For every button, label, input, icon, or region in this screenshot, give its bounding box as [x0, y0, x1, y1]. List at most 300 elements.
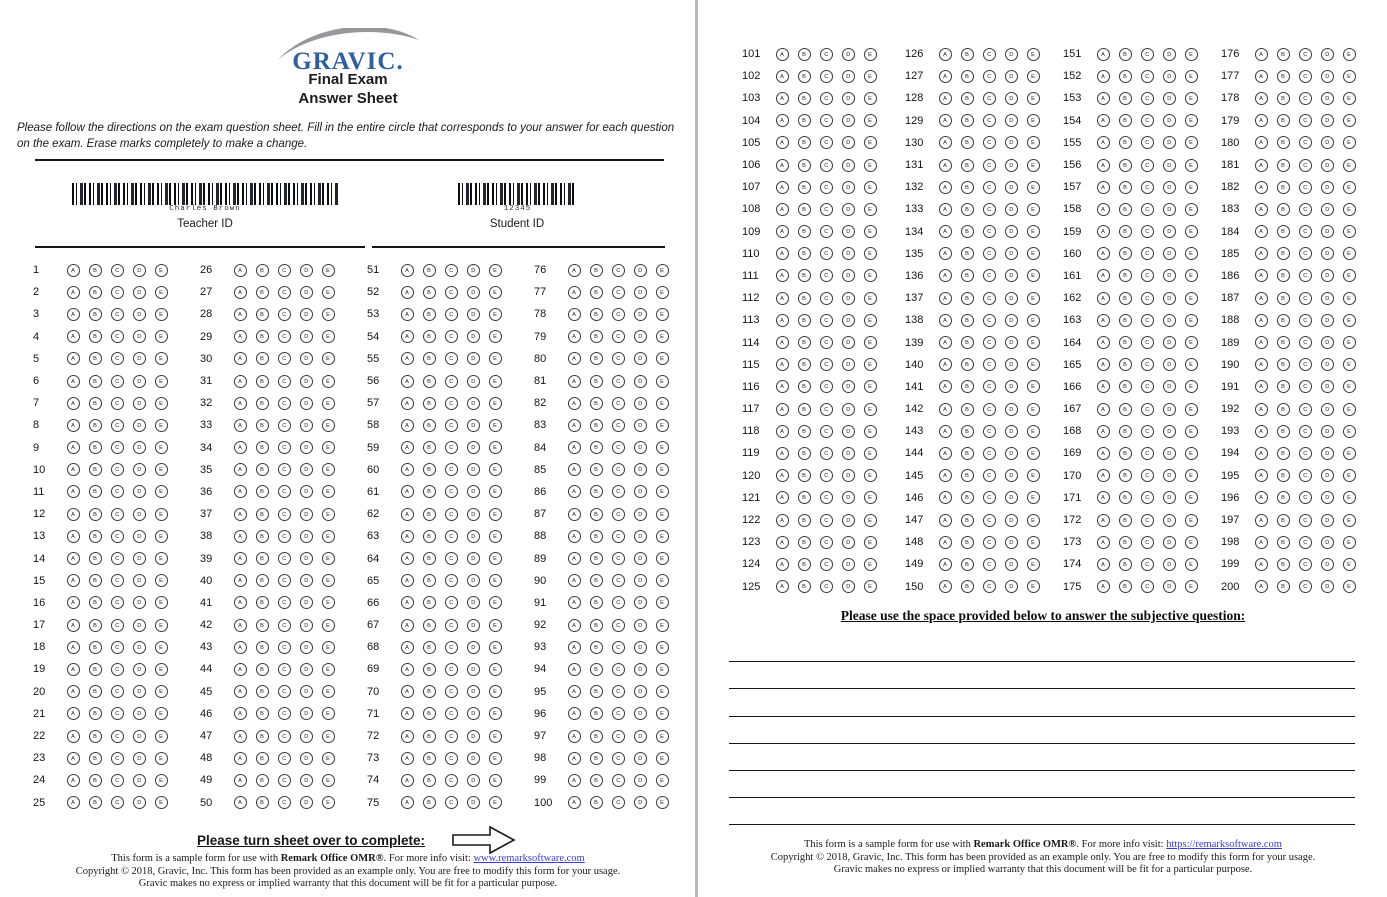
- bubble-q78-c[interactable]: [612, 308, 625, 321]
- bubble-q140-a[interactable]: [939, 358, 952, 371]
- bubble-q80-b[interactable]: [590, 352, 603, 365]
- bubble-q15-c[interactable]: [111, 574, 124, 587]
- bubble-q8-d[interactable]: [133, 419, 146, 432]
- bubble-q31-c[interactable]: [278, 375, 291, 388]
- bubble-q24-d[interactable]: [133, 774, 146, 787]
- bubble-q99-b[interactable]: [590, 774, 603, 787]
- bubble-q118-c[interactable]: [820, 425, 833, 438]
- bubble-q166-a[interactable]: [1097, 380, 1110, 393]
- bubble-q68-e[interactable]: [489, 641, 502, 654]
- bubble-q200-a[interactable]: [1255, 580, 1268, 593]
- bubble-q144-e[interactable]: [1027, 447, 1040, 460]
- bubble-q31-e[interactable]: [322, 375, 335, 388]
- bubble-q109-b[interactable]: [798, 225, 811, 238]
- bubble-q96-c[interactable]: [612, 707, 625, 720]
- bubble-q12-d[interactable]: [133, 508, 146, 521]
- bubble-q51-a[interactable]: [401, 264, 414, 277]
- bubble-q60-c[interactable]: [445, 463, 458, 476]
- bubble-q20-e[interactable]: [155, 685, 168, 698]
- bubble-q180-d[interactable]: [1321, 136, 1334, 149]
- bubble-q48-a[interactable]: [234, 752, 247, 765]
- bubble-q167-a[interactable]: [1097, 403, 1110, 416]
- bubble-q143-d[interactable]: [1005, 425, 1018, 438]
- bubble-q32-b[interactable]: [256, 397, 269, 410]
- bubble-q49-a[interactable]: [234, 774, 247, 787]
- bubble-q69-e[interactable]: [489, 663, 502, 676]
- bubble-q46-a[interactable]: [234, 707, 247, 720]
- bubble-q1-d[interactable]: [133, 264, 146, 277]
- bubble-q13-e[interactable]: [155, 530, 168, 543]
- bubble-q2-e[interactable]: [155, 286, 168, 299]
- bubble-q190-e[interactable]: [1343, 358, 1356, 371]
- bubble-q27-a[interactable]: [234, 286, 247, 299]
- bubble-q63-e[interactable]: [489, 530, 502, 543]
- bubble-q121-b[interactable]: [798, 491, 811, 504]
- bubble-q163-e[interactable]: [1185, 314, 1198, 327]
- bubble-q43-e[interactable]: [322, 641, 335, 654]
- bubble-q176-c[interactable]: [1299, 48, 1312, 61]
- bubble-q101-e[interactable]: [864, 48, 877, 61]
- bubble-q31-b[interactable]: [256, 375, 269, 388]
- bubble-q17-e[interactable]: [155, 619, 168, 632]
- bubble-q168-c[interactable]: [1141, 425, 1154, 438]
- bubble-q19-b[interactable]: [89, 663, 102, 676]
- bubble-q16-c[interactable]: [111, 596, 124, 609]
- bubble-q47-c[interactable]: [278, 730, 291, 743]
- bubble-q157-b[interactable]: [1119, 181, 1132, 194]
- bubble-q119-a[interactable]: [776, 447, 789, 460]
- bubble-q190-b[interactable]: [1277, 358, 1290, 371]
- bubble-q85-b[interactable]: [590, 463, 603, 476]
- bubble-q42-e[interactable]: [322, 619, 335, 632]
- bubble-q145-d[interactable]: [1005, 469, 1018, 482]
- bubble-q196-e[interactable]: [1343, 491, 1356, 504]
- bubble-q24-e[interactable]: [155, 774, 168, 787]
- bubble-q87-c[interactable]: [612, 508, 625, 521]
- bubble-q62-e[interactable]: [489, 508, 502, 521]
- bubble-q3-b[interactable]: [89, 308, 102, 321]
- bubble-q7-c[interactable]: [111, 397, 124, 410]
- bubble-q23-c[interactable]: [111, 752, 124, 765]
- bubble-q100-e[interactable]: [656, 796, 669, 809]
- bubble-q137-a[interactable]: [939, 292, 952, 305]
- bubble-q195-b[interactable]: [1277, 469, 1290, 482]
- bubble-q131-a[interactable]: [939, 159, 952, 172]
- bubble-q162-a[interactable]: [1097, 292, 1110, 305]
- bubble-q176-d[interactable]: [1321, 48, 1334, 61]
- bubble-q188-e[interactable]: [1343, 314, 1356, 327]
- bubble-q98-d[interactable]: [634, 752, 647, 765]
- bubble-q82-e[interactable]: [656, 397, 669, 410]
- bubble-q99-a[interactable]: [568, 774, 581, 787]
- bubble-q101-a[interactable]: [776, 48, 789, 61]
- bubble-q193-a[interactable]: [1255, 425, 1268, 438]
- bubble-q3-c[interactable]: [111, 308, 124, 321]
- bubble-q149-e[interactable]: [1027, 558, 1040, 571]
- bubble-q37-e[interactable]: [322, 508, 335, 521]
- bubble-q145-e[interactable]: [1027, 469, 1040, 482]
- bubble-q176-b[interactable]: [1277, 48, 1290, 61]
- bubble-q120-e[interactable]: [864, 469, 877, 482]
- bubble-q171-d[interactable]: [1163, 491, 1176, 504]
- bubble-q187-a[interactable]: [1255, 292, 1268, 305]
- bubble-q83-e[interactable]: [656, 419, 669, 432]
- bubble-q64-e[interactable]: [489, 552, 502, 565]
- bubble-q135-c[interactable]: [983, 247, 996, 260]
- bubble-q179-e[interactable]: [1343, 114, 1356, 127]
- bubble-q51-e[interactable]: [489, 264, 502, 277]
- bubble-q9-a[interactable]: [67, 441, 80, 454]
- bubble-q73-d[interactable]: [467, 752, 480, 765]
- bubble-q130-b[interactable]: [961, 136, 974, 149]
- bubble-q102-e[interactable]: [864, 70, 877, 83]
- bubble-q29-d[interactable]: [300, 330, 313, 343]
- bubble-q118-a[interactable]: [776, 425, 789, 438]
- bubble-q15-e[interactable]: [155, 574, 168, 587]
- bubble-q34-b[interactable]: [256, 441, 269, 454]
- bubble-q127-e[interactable]: [1027, 70, 1040, 83]
- bubble-q113-c[interactable]: [820, 314, 833, 327]
- bubble-q71-c[interactable]: [445, 707, 458, 720]
- bubble-q55-b[interactable]: [423, 352, 436, 365]
- bubble-q109-a[interactable]: [776, 225, 789, 238]
- bubble-q23-e[interactable]: [155, 752, 168, 765]
- bubble-q101-b[interactable]: [798, 48, 811, 61]
- bubble-q173-a[interactable]: [1097, 536, 1110, 549]
- bubble-q49-e[interactable]: [322, 774, 335, 787]
- bubble-q73-b[interactable]: [423, 752, 436, 765]
- bubble-q148-c[interactable]: [983, 536, 996, 549]
- bubble-q186-d[interactable]: [1321, 269, 1334, 282]
- bubble-q126-e[interactable]: [1027, 48, 1040, 61]
- bubble-q79-e[interactable]: [656, 330, 669, 343]
- bubble-q74-d[interactable]: [467, 774, 480, 787]
- bubble-q150-d[interactable]: [1005, 580, 1018, 593]
- bubble-q23-a[interactable]: [67, 752, 80, 765]
- bubble-q43-d[interactable]: [300, 641, 313, 654]
- bubble-q84-c[interactable]: [612, 441, 625, 454]
- answer-line-2[interactable]: [729, 662, 1355, 689]
- bubble-q90-c[interactable]: [612, 574, 625, 587]
- bubble-q93-a[interactable]: [568, 641, 581, 654]
- bubble-q4-a[interactable]: [67, 330, 80, 343]
- bubble-q45-d[interactable]: [300, 685, 313, 698]
- bubble-q62-a[interactable]: [401, 508, 414, 521]
- bubble-q37-c[interactable]: [278, 508, 291, 521]
- bubble-q103-d[interactable]: [842, 92, 855, 105]
- bubble-q79-a[interactable]: [568, 330, 581, 343]
- bubble-q88-a[interactable]: [568, 530, 581, 543]
- bubble-q66-c[interactable]: [445, 596, 458, 609]
- bubble-q183-e[interactable]: [1343, 203, 1356, 216]
- bubble-q132-b[interactable]: [961, 181, 974, 194]
- bubble-q192-b[interactable]: [1277, 403, 1290, 416]
- bubble-q196-c[interactable]: [1299, 491, 1312, 504]
- bubble-q29-a[interactable]: [234, 330, 247, 343]
- bubble-q22-d[interactable]: [133, 730, 146, 743]
- bubble-q3-e[interactable]: [155, 308, 168, 321]
- bubble-q23-d[interactable]: [133, 752, 146, 765]
- bubble-q110-c[interactable]: [820, 247, 833, 260]
- bubble-q104-a[interactable]: [776, 114, 789, 127]
- bubble-q57-a[interactable]: [401, 397, 414, 410]
- bubble-q72-e[interactable]: [489, 730, 502, 743]
- bubble-q19-a[interactable]: [67, 663, 80, 676]
- bubble-q40-c[interactable]: [278, 574, 291, 587]
- bubble-q43-a[interactable]: [234, 641, 247, 654]
- bubble-q102-c[interactable]: [820, 70, 833, 83]
- bubble-q48-e[interactable]: [322, 752, 335, 765]
- bubble-q134-d[interactable]: [1005, 225, 1018, 238]
- bubble-q183-c[interactable]: [1299, 203, 1312, 216]
- bubble-q29-e[interactable]: [322, 330, 335, 343]
- bubble-q183-b[interactable]: [1277, 203, 1290, 216]
- bubble-q102-a[interactable]: [776, 70, 789, 83]
- bubble-q150-a[interactable]: [939, 580, 952, 593]
- bubble-q172-b[interactable]: [1119, 514, 1132, 527]
- bubble-q41-e[interactable]: [322, 596, 335, 609]
- bubble-q45-a[interactable]: [234, 685, 247, 698]
- bubble-q44-e[interactable]: [322, 663, 335, 676]
- bubble-q155-b[interactable]: [1119, 136, 1132, 149]
- bubble-q154-e[interactable]: [1185, 114, 1198, 127]
- bubble-q93-c[interactable]: [612, 641, 625, 654]
- bubble-q95-a[interactable]: [568, 685, 581, 698]
- bubble-q109-d[interactable]: [842, 225, 855, 238]
- bubble-q13-b[interactable]: [89, 530, 102, 543]
- bubble-q187-b[interactable]: [1277, 292, 1290, 305]
- bubble-q184-b[interactable]: [1277, 225, 1290, 238]
- bubble-q64-a[interactable]: [401, 552, 414, 565]
- bubble-q124-c[interactable]: [820, 558, 833, 571]
- bubble-q118-b[interactable]: [798, 425, 811, 438]
- bubble-q162-c[interactable]: [1141, 292, 1154, 305]
- bubble-q111-e[interactable]: [864, 269, 877, 282]
- bubble-q25-b[interactable]: [89, 796, 102, 809]
- bubble-q95-c[interactable]: [612, 685, 625, 698]
- bubble-q36-d[interactable]: [300, 485, 313, 498]
- bubble-q184-c[interactable]: [1299, 225, 1312, 238]
- bubble-q104-d[interactable]: [842, 114, 855, 127]
- bubble-q173-b[interactable]: [1119, 536, 1132, 549]
- bubble-q66-e[interactable]: [489, 596, 502, 609]
- bubble-q123-e[interactable]: [864, 536, 877, 549]
- bubble-q117-d[interactable]: [842, 403, 855, 416]
- bubble-q86-e[interactable]: [656, 485, 669, 498]
- bubble-q143-a[interactable]: [939, 425, 952, 438]
- bubble-q124-b[interactable]: [798, 558, 811, 571]
- bubble-q48-c[interactable]: [278, 752, 291, 765]
- bubble-q104-e[interactable]: [864, 114, 877, 127]
- bubble-q126-d[interactable]: [1005, 48, 1018, 61]
- bubble-q56-e[interactable]: [489, 375, 502, 388]
- bubble-q110-b[interactable]: [798, 247, 811, 260]
- bubble-q148-b[interactable]: [961, 536, 974, 549]
- bubble-q179-d[interactable]: [1321, 114, 1334, 127]
- bubble-q47-b[interactable]: [256, 730, 269, 743]
- bubble-q156-a[interactable]: [1097, 159, 1110, 172]
- bubble-q195-d[interactable]: [1321, 469, 1334, 482]
- bubble-q47-a[interactable]: [234, 730, 247, 743]
- bubble-q168-d[interactable]: [1163, 425, 1176, 438]
- bubble-q200-d[interactable]: [1321, 580, 1334, 593]
- bubble-q34-e[interactable]: [322, 441, 335, 454]
- bubble-q155-a[interactable]: [1097, 136, 1110, 149]
- bubble-q45-c[interactable]: [278, 685, 291, 698]
- bubble-q5-e[interactable]: [155, 352, 168, 365]
- bubble-q42-c[interactable]: [278, 619, 291, 632]
- bubble-q26-e[interactable]: [322, 264, 335, 277]
- bubble-q139-d[interactable]: [1005, 336, 1018, 349]
- bubble-q113-d[interactable]: [842, 314, 855, 327]
- bubble-q170-b[interactable]: [1119, 469, 1132, 482]
- bubble-q191-e[interactable]: [1343, 380, 1356, 393]
- bubble-q66-d[interactable]: [467, 596, 480, 609]
- bubble-q100-d[interactable]: [634, 796, 647, 809]
- bubble-q111-d[interactable]: [842, 269, 855, 282]
- bubble-q154-b[interactable]: [1119, 114, 1132, 127]
- bubble-q141-a[interactable]: [939, 380, 952, 393]
- bubble-q139-a[interactable]: [939, 336, 952, 349]
- bubble-q151-e[interactable]: [1185, 48, 1198, 61]
- bubble-q200-e[interactable]: [1343, 580, 1356, 593]
- bubble-q112-c[interactable]: [820, 292, 833, 305]
- bubble-q178-e[interactable]: [1343, 92, 1356, 105]
- bubble-q100-c[interactable]: [612, 796, 625, 809]
- bubble-q68-a[interactable]: [401, 641, 414, 654]
- bubble-q6-c[interactable]: [111, 375, 124, 388]
- bubble-q175-e[interactable]: [1185, 580, 1198, 593]
- bubble-q200-c[interactable]: [1299, 580, 1312, 593]
- bubble-q171-b[interactable]: [1119, 491, 1132, 504]
- bubble-q134-e[interactable]: [1027, 225, 1040, 238]
- bubble-q143-e[interactable]: [1027, 425, 1040, 438]
- bubble-q30-d[interactable]: [300, 352, 313, 365]
- bubble-q142-a[interactable]: [939, 403, 952, 416]
- bubble-q121-c[interactable]: [820, 491, 833, 504]
- bubble-q53-d[interactable]: [467, 308, 480, 321]
- bubble-q109-e[interactable]: [864, 225, 877, 238]
- bubble-q158-e[interactable]: [1185, 203, 1198, 216]
- bubble-q82-c[interactable]: [612, 397, 625, 410]
- bubble-q56-d[interactable]: [467, 375, 480, 388]
- bubble-q17-a[interactable]: [67, 619, 80, 632]
- bubble-q105-e[interactable]: [864, 136, 877, 149]
- bubble-q155-d[interactable]: [1163, 136, 1176, 149]
- bubble-q38-b[interactable]: [256, 530, 269, 543]
- bubble-q33-d[interactable]: [300, 419, 313, 432]
- bubble-q197-e[interactable]: [1343, 514, 1356, 527]
- bubble-q8-b[interactable]: [89, 419, 102, 432]
- bubble-q38-d[interactable]: [300, 530, 313, 543]
- bubble-q7-a[interactable]: [67, 397, 80, 410]
- bubble-q67-c[interactable]: [445, 619, 458, 632]
- bubble-q151-d[interactable]: [1163, 48, 1176, 61]
- bubble-q149-d[interactable]: [1005, 558, 1018, 571]
- bubble-q16-b[interactable]: [89, 596, 102, 609]
- bubble-q82-b[interactable]: [590, 397, 603, 410]
- bubble-q173-d[interactable]: [1163, 536, 1176, 549]
- bubble-q191-c[interactable]: [1299, 380, 1312, 393]
- bubble-q134-b[interactable]: [961, 225, 974, 238]
- bubble-q125-c[interactable]: [820, 580, 833, 593]
- bubble-q48-d[interactable]: [300, 752, 313, 765]
- bubble-q102-d[interactable]: [842, 70, 855, 83]
- answer-line-7[interactable]: [729, 798, 1355, 825]
- bubble-q189-a[interactable]: [1255, 336, 1268, 349]
- bubble-q112-d[interactable]: [842, 292, 855, 305]
- bubble-q145-a[interactable]: [939, 469, 952, 482]
- bubble-q59-e[interactable]: [489, 441, 502, 454]
- bubble-q73-a[interactable]: [401, 752, 414, 765]
- bubble-q25-c[interactable]: [111, 796, 124, 809]
- bubble-q111-c[interactable]: [820, 269, 833, 282]
- bubble-q158-d[interactable]: [1163, 203, 1176, 216]
- bubble-q140-c[interactable]: [983, 358, 996, 371]
- bubble-q87-d[interactable]: [634, 508, 647, 521]
- bubble-q88-e[interactable]: [656, 530, 669, 543]
- bubble-q183-a[interactable]: [1255, 203, 1268, 216]
- bubble-q154-a[interactable]: [1097, 114, 1110, 127]
- bubble-q195-c[interactable]: [1299, 469, 1312, 482]
- bubble-q161-b[interactable]: [1119, 269, 1132, 282]
- bubble-q10-d[interactable]: [133, 463, 146, 476]
- bubble-q96-a[interactable]: [568, 707, 581, 720]
- bubble-q55-c[interactable]: [445, 352, 458, 365]
- bubble-q76-d[interactable]: [634, 264, 647, 277]
- bubble-q25-d[interactable]: [133, 796, 146, 809]
- bubble-q26-a[interactable]: [234, 264, 247, 277]
- answer-line-6[interactable]: [729, 771, 1355, 798]
- bubble-q106-e[interactable]: [864, 159, 877, 172]
- bubble-q110-a[interactable]: [776, 247, 789, 260]
- bubble-q105-c[interactable]: [820, 136, 833, 149]
- bubble-q147-d[interactable]: [1005, 514, 1018, 527]
- bubble-q182-a[interactable]: [1255, 181, 1268, 194]
- bubble-q152-c[interactable]: [1141, 70, 1154, 83]
- bubble-q116-c[interactable]: [820, 380, 833, 393]
- bubble-q25-e[interactable]: [155, 796, 168, 809]
- bubble-q137-e[interactable]: [1027, 292, 1040, 305]
- bubble-q69-b[interactable]: [423, 663, 436, 676]
- bubble-q174-d[interactable]: [1163, 558, 1176, 571]
- bubble-q118-d[interactable]: [842, 425, 855, 438]
- bubble-q182-e[interactable]: [1343, 181, 1356, 194]
- bubble-q88-b[interactable]: [590, 530, 603, 543]
- bubble-q139-b[interactable]: [961, 336, 974, 349]
- bubble-q126-a[interactable]: [939, 48, 952, 61]
- bubble-q147-a[interactable]: [939, 514, 952, 527]
- bubble-q20-a[interactable]: [67, 685, 80, 698]
- bubble-q158-a[interactable]: [1097, 203, 1110, 216]
- bubble-q128-d[interactable]: [1005, 92, 1018, 105]
- bubble-q91-c[interactable]: [612, 596, 625, 609]
- bubble-q190-c[interactable]: [1299, 358, 1312, 371]
- bubble-q96-b[interactable]: [590, 707, 603, 720]
- bubble-q69-d[interactable]: [467, 663, 480, 676]
- bubble-q49-c[interactable]: [278, 774, 291, 787]
- bubble-q119-d[interactable]: [842, 447, 855, 460]
- bubble-q150-b[interactable]: [961, 580, 974, 593]
- bubble-q112-e[interactable]: [864, 292, 877, 305]
- bubble-q65-c[interactable]: [445, 574, 458, 587]
- bubble-q136-c[interactable]: [983, 269, 996, 282]
- bubble-q182-b[interactable]: [1277, 181, 1290, 194]
- bubble-q60-a[interactable]: [401, 463, 414, 476]
- bubble-q129-e[interactable]: [1027, 114, 1040, 127]
- bubble-q198-d[interactable]: [1321, 536, 1334, 549]
- bubble-q129-a[interactable]: [939, 114, 952, 127]
